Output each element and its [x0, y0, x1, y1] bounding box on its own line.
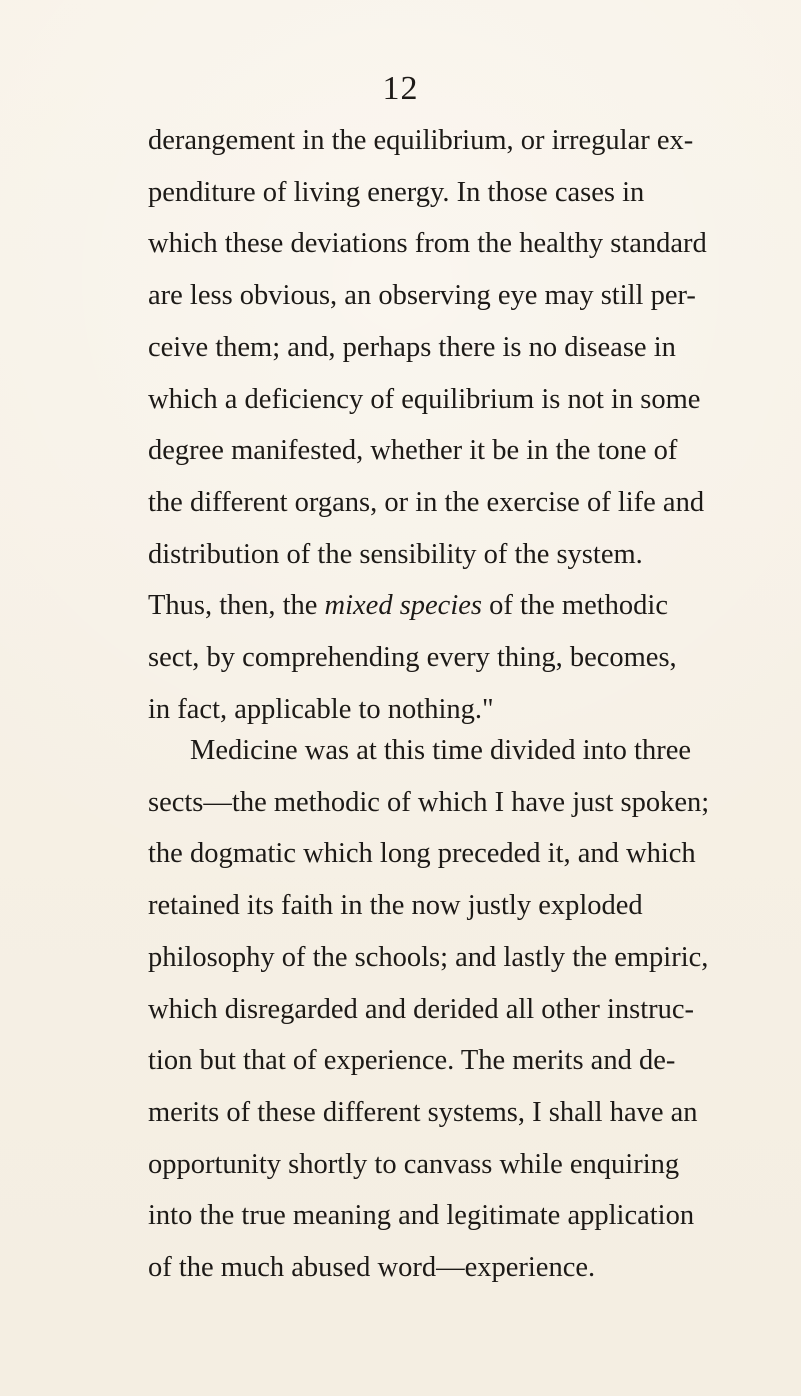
text-line: tion but that of experience. The merits and de-	[148, 1045, 676, 1077]
text-segment: Thus, then, the	[148, 590, 318, 622]
text-line: retained its faith in the now justly exploded	[148, 890, 643, 922]
text-line-with-italics	[148, 580, 714, 632]
text-line: the different organs, or in the exercise of life and	[148, 486, 705, 518]
text-line: sect, by comprehending every thing, becomes,	[148, 642, 677, 674]
text-line: which these deviations from the healthy standard	[148, 228, 707, 260]
text-line: penditure of living energy. In those cases in	[148, 176, 645, 208]
text-line: are less obvious, an observing eye may still per-	[148, 280, 696, 312]
paragraph-2	[148, 725, 714, 1294]
italic-phrase: mixed species	[324, 590, 482, 622]
text-line: which a deficiency of equilibrium is not in some	[148, 383, 701, 415]
page-number: 12	[382, 70, 419, 107]
text-line: Medicine was at this time divided into three	[190, 735, 692, 766]
text-line: which disregarded and derided all other instruc-	[148, 993, 695, 1025]
text-line: philosophy of the schools; and lastly the empiric,	[148, 941, 709, 973]
text-line: into the true meaning and legitimate application	[148, 1200, 695, 1232]
paragraph-1	[148, 115, 714, 735]
text-line: ceive them; and, perhaps there is no disease in	[148, 331, 676, 363]
text-line: distribution of the sensibility of the system.	[148, 538, 643, 570]
text-segment: of the methodic	[489, 590, 668, 622]
text-line: degree manifested, whether it be in the tone of	[148, 435, 678, 467]
text-line: merits of these different systems, I shall have an	[148, 1096, 698, 1128]
text-line: the dogmatic which long preceded it, and which	[148, 838, 696, 870]
text-line: in fact, applicable to nothing."	[148, 693, 494, 725]
text-line: opportunity shortly to canvass while enquiring	[148, 1148, 680, 1180]
text-line: sects—the methodic of which I have just spoken;	[148, 786, 710, 818]
text-line: derangement in the equilibrium, or irregular ex-	[148, 125, 694, 156]
text-line: of the much abused word—experience.	[148, 1252, 596, 1284]
